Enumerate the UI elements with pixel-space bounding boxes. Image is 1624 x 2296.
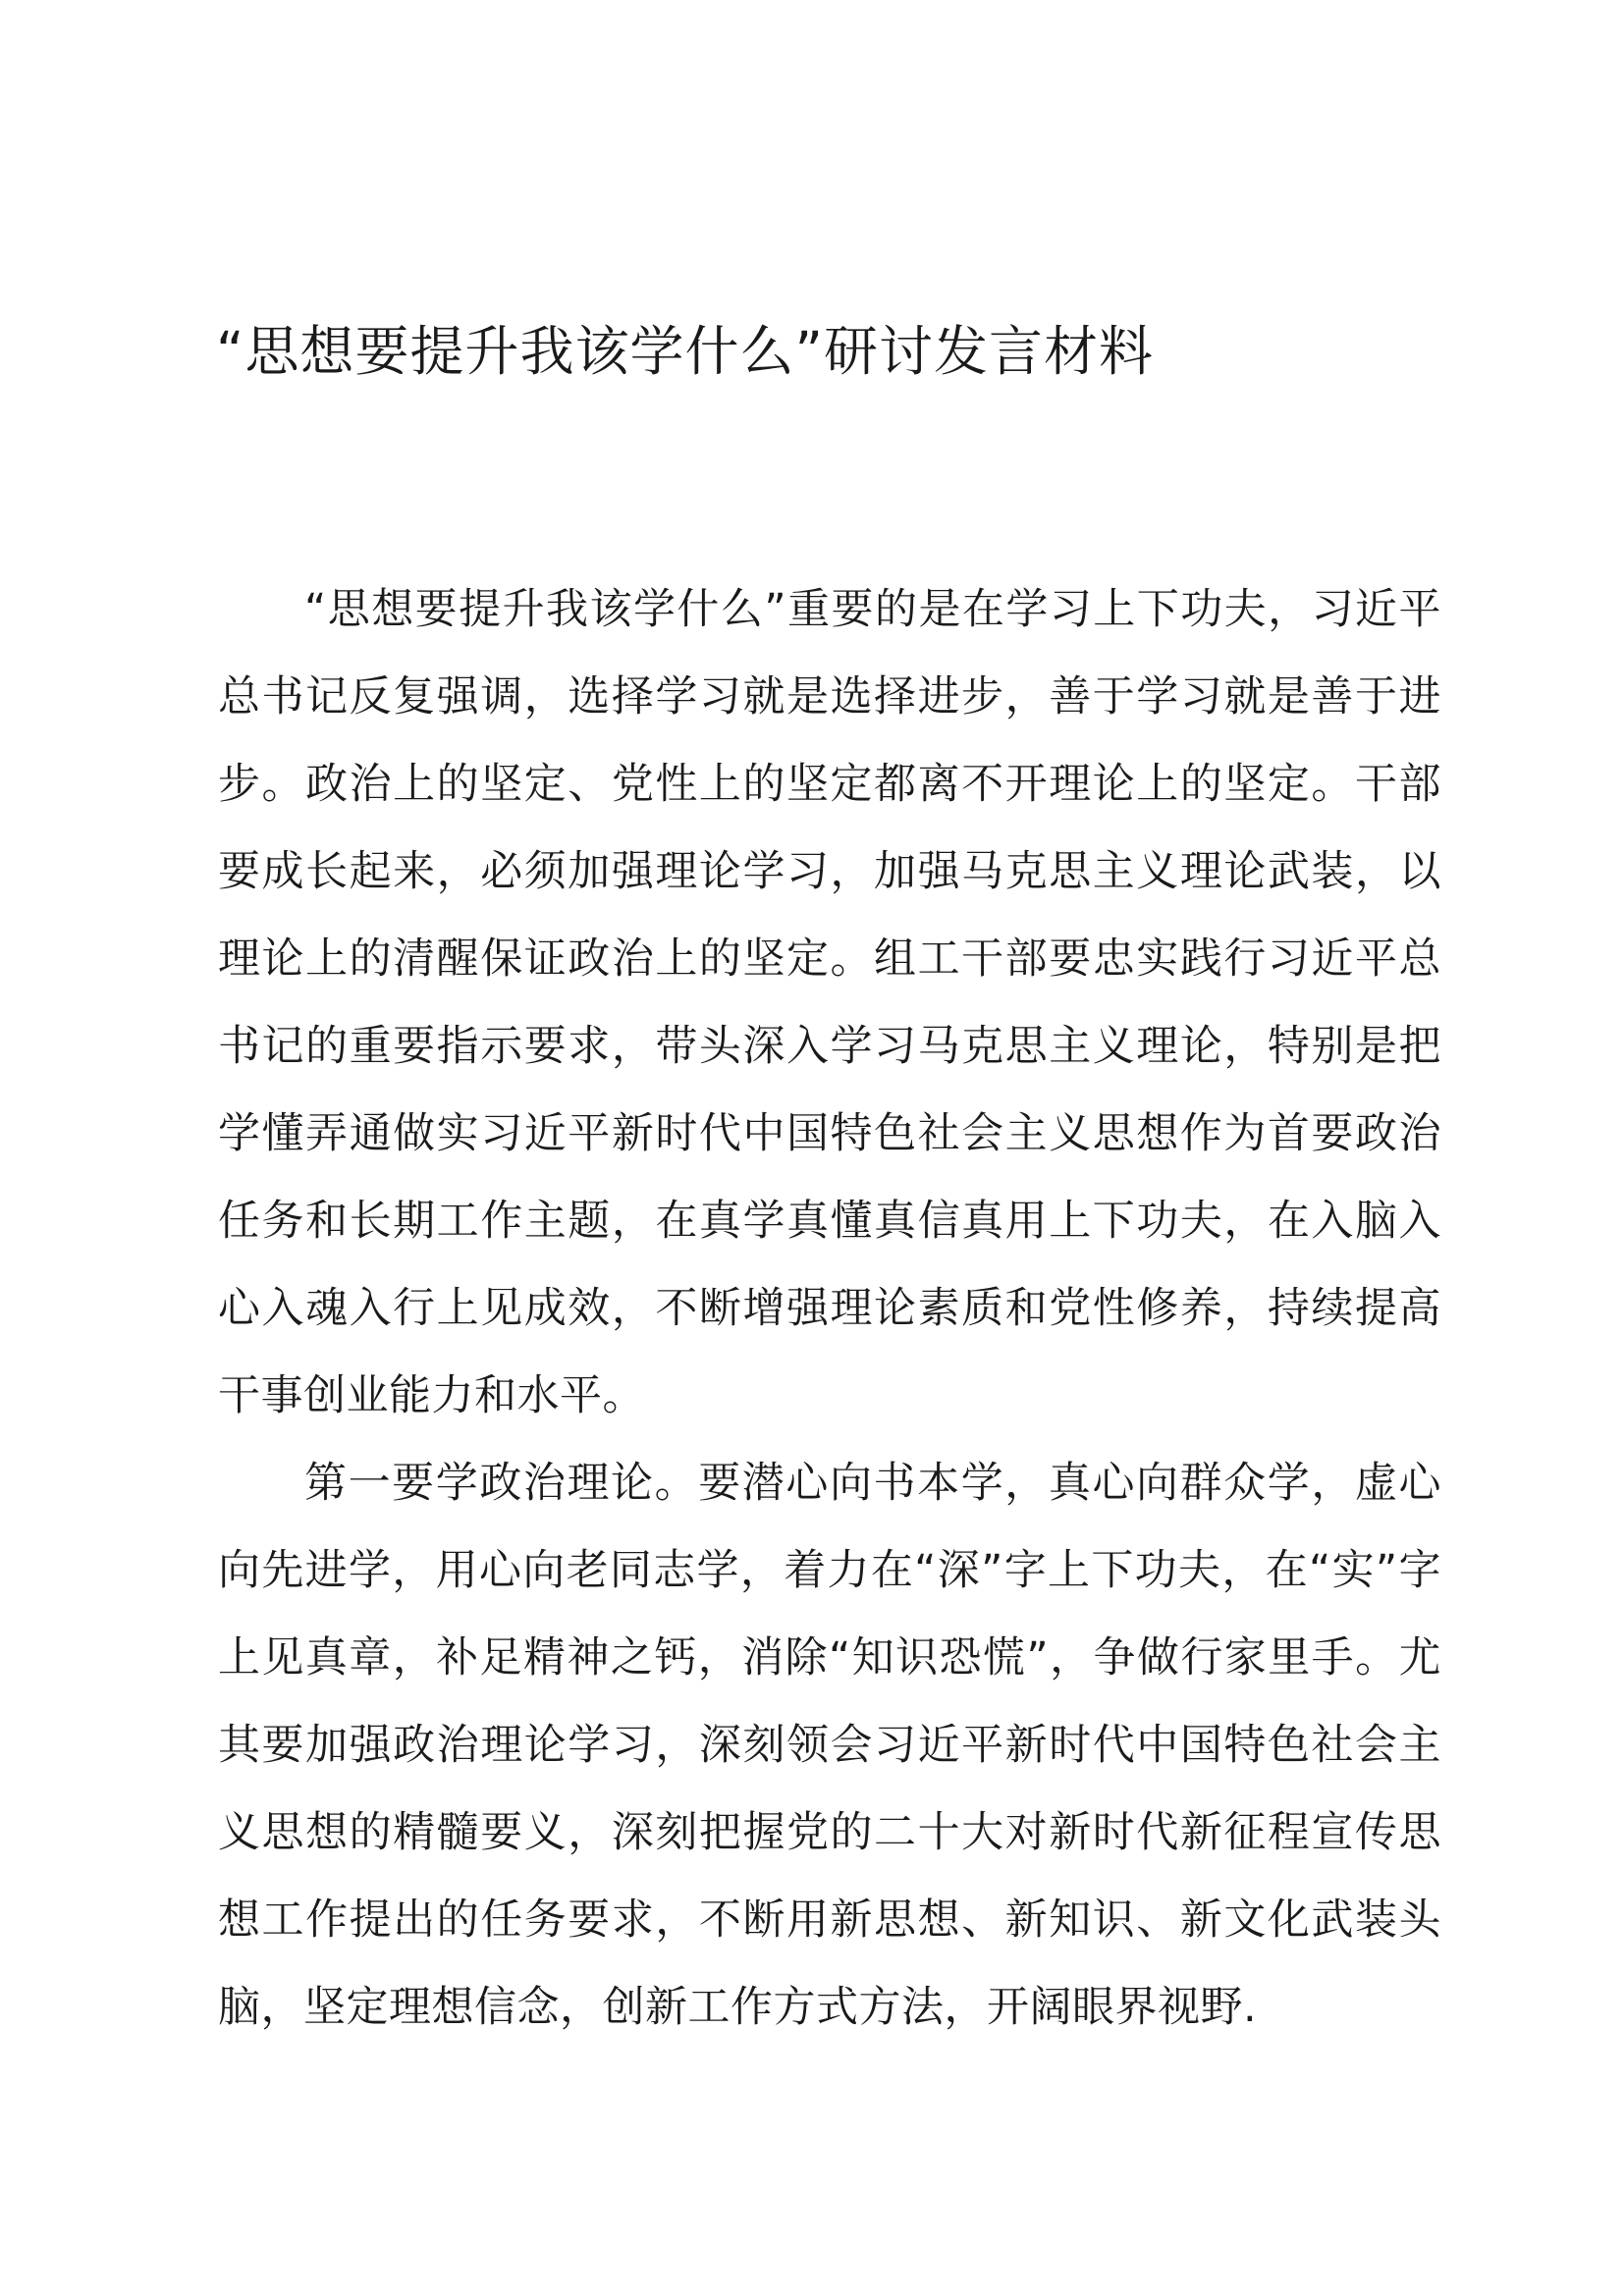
document-body [218, 566, 1441, 2052]
body-paragraph-2: 第一要学政治理论。要潜心向书本学，真心向群众学，虚心向先进学，用心向老同志学，着力在“深”字上下功夫，在“实”字上见真章，补足精神之钙，消除“知识恐慌”，争做行家里手。尤其要加强政治理论学习，深刻领会习近平新时代中国特色社会主义思想的精髓要义，深刻把握党的二十大对新时代新征程宣传思想工作提出的任务要求，不断用新思想、新知识、新文化武装头脑，坚定理想信念，创新工作方式方法，开阔眼界视野. [218, 1459, 1441, 2032]
document-title: “思想要提升我该学什么”研讨发言材料 [216, 320, 1154, 383]
body-paragraph-1: “思想要提升我该学什么”重要的是在学习上下功夫，习近平总书记反复强调，选择学习就是选择进步，善于学习就是善于进步。政治上的坚定、党性上的坚定都离不开理论上的坚定。干部要成长起来，必须加强理论学习，加强马克思主义理论武装，以理论上的清醒保证政治上的坚定。组工干部要忠实践行习近平总书记的重要指示要求，带头深入学习马克思主义理论，特别是把学懂弄通做实习近平新时代中国特色社会主义思想作为首要政治任务和长期工作主题，在真学真懂真信真用上下功夫，在入脑入心入魂入行上见成效，不断增强理论素质和党性修养，持续提高干事创业能力和水平。 [218, 585, 1441, 1420]
